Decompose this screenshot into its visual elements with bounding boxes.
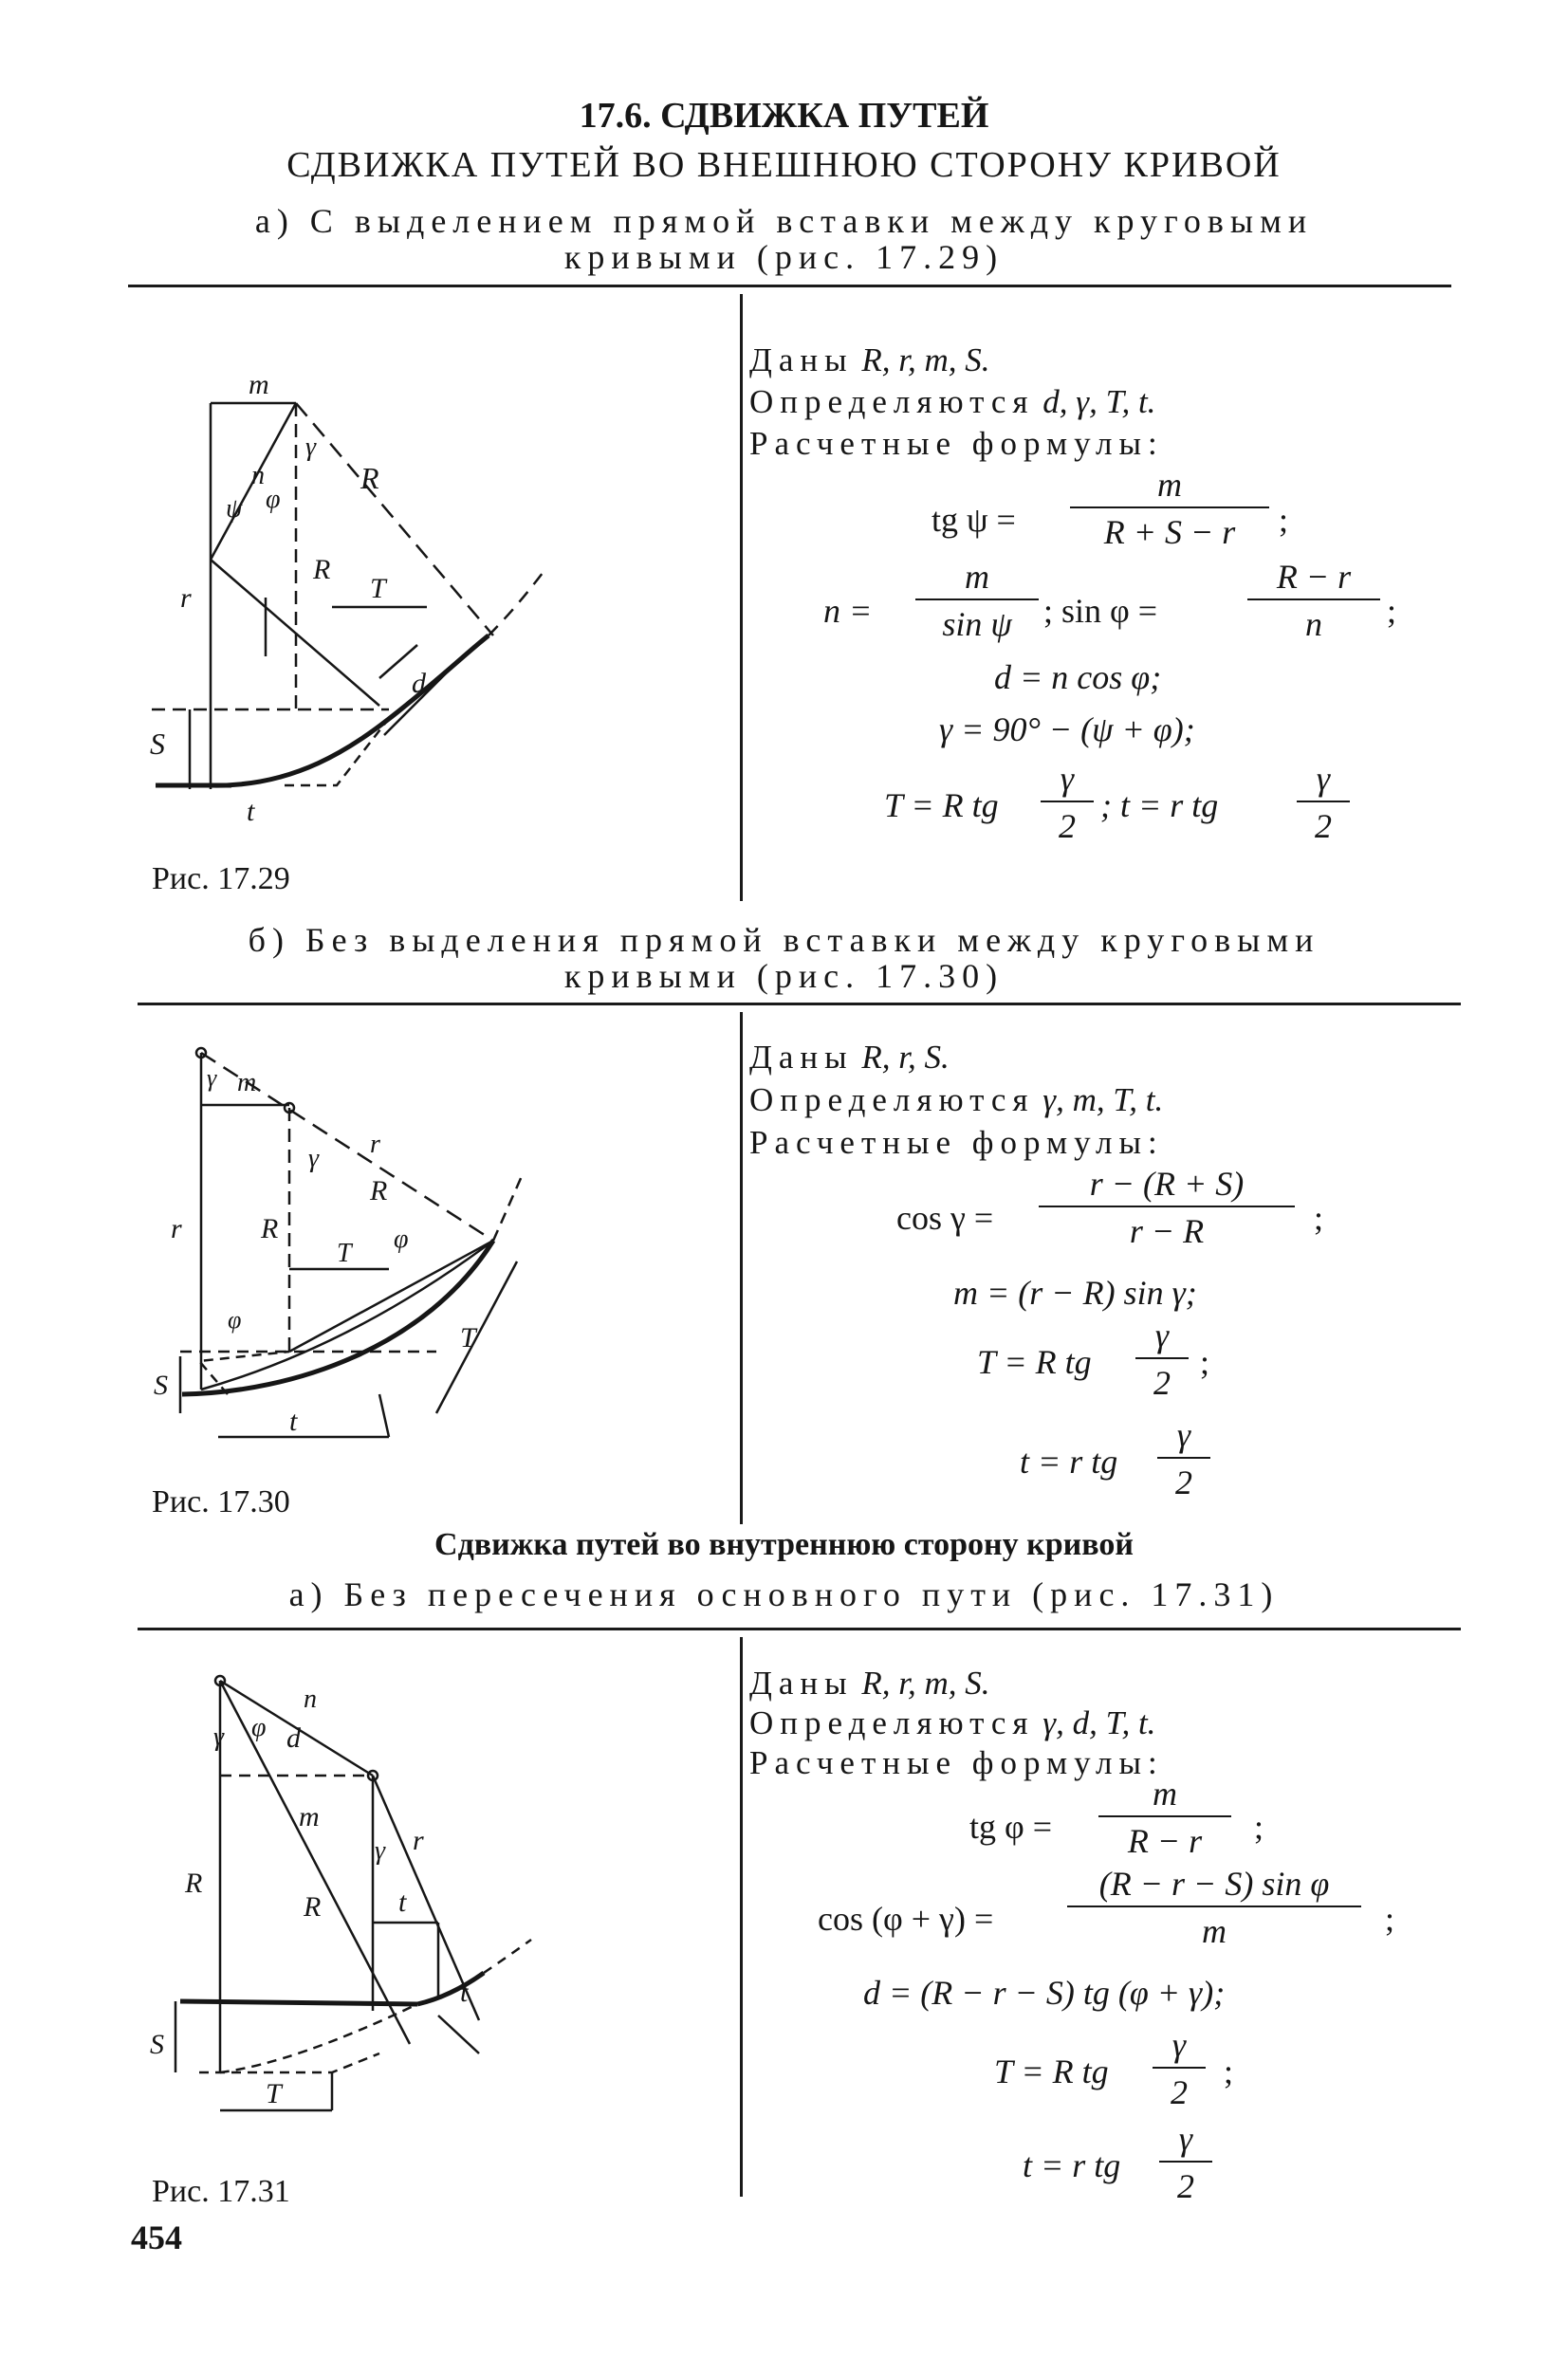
formula-t-fraction	[1157, 1415, 1210, 1502]
label-gamma-top: γ	[305, 433, 317, 462]
label-S: S	[150, 727, 165, 761]
figure-caption-17-31: Рис. 17.31	[152, 2174, 290, 2209]
formula-t-lhs: ; t = r tg	[1100, 786, 1219, 824]
formula-n-fraction	[915, 557, 1039, 644]
given-vars: R, r, m, S.	[861, 1665, 990, 1702]
label-R-vert: R	[313, 554, 331, 585]
figure-caption-17-29: Рис. 17.29	[152, 861, 290, 896]
formula-T-fraction	[1153, 2025, 1206, 2112]
find-label: Определяются	[749, 1704, 1035, 1741]
given-vars: R, r, m, S.	[861, 341, 990, 378]
label-T: T	[266, 2078, 282, 2109]
label-T: T	[370, 573, 386, 604]
fraction-denominator: 2	[1153, 2067, 1206, 2112]
find-vars: γ, m, T, t.	[1042, 1081, 1164, 1118]
block3-subtitle: Сдвижка путей во внутреннюю сторону кривой	[434, 1527, 1134, 1562]
label-r: r	[171, 1213, 182, 1244]
label-n: n	[251, 461, 265, 490]
formula-T-lhs: T = R tg	[994, 2053, 1109, 2090]
given-label: Даны	[749, 341, 854, 378]
label-R-diag: R	[370, 1175, 388, 1206]
semicolon: ;	[1385, 1900, 1395, 1938]
label-S: S	[154, 1370, 168, 1401]
divider	[138, 1003, 1461, 1005]
fraction-numerator: γ	[1154, 1316, 1170, 1354]
label-t: t	[247, 796, 255, 827]
semicolon: ;	[1200, 1343, 1210, 1381]
formula-tg-phi-lhs: tg φ =	[969, 1808, 1053, 1846]
label-m-top: m	[249, 369, 269, 400]
fraction-numerator: R − r	[1276, 558, 1352, 596]
semicolon: ;	[1279, 501, 1289, 539]
formulas-label: Расчетные формулы:	[749, 425, 1164, 462]
label-S: S	[150, 2029, 164, 2060]
formula-d: d = n cos φ;	[994, 658, 1162, 696]
label-phi-top: φ	[394, 1224, 409, 1254]
formula-m: m = (r − R) sin γ;	[953, 1274, 1197, 1312]
fraction-numerator: γ	[1178, 2120, 1193, 2158]
label-t-side: t	[460, 1977, 469, 2008]
find-vars: γ, d, T, t.	[1042, 1704, 1156, 1741]
formula-gamma: γ = 90° − (ψ + φ);	[939, 710, 1195, 748]
formula-T-fraction	[1135, 1316, 1189, 1403]
fraction-numerator: (R − r − S) sin φ	[1098, 1865, 1330, 1903]
column-divider	[740, 1012, 743, 1524]
section-title: 17.6. СДВИЖКА ПУТЕЙ	[579, 96, 989, 136]
page-number: 454	[131, 2219, 182, 2256]
fraction-denominator: m	[1067, 1906, 1361, 1951]
fraction-numerator: m	[965, 558, 989, 596]
label-r: r	[180, 582, 192, 614]
fraction-denominator: 2	[1157, 1457, 1210, 1502]
formulas-label: Расчетные формулы:	[749, 1744, 1164, 1781]
find-vars: d, γ, T, t.	[1042, 383, 1156, 420]
semicolon: ;	[1224, 2053, 1234, 2090]
formulas-label: Расчетные формулы:	[749, 1124, 1164, 1161]
formula-d: d = (R − r − S) tg (φ + γ);	[863, 1974, 1226, 2012]
fraction-denominator: 2	[1159, 2161, 1212, 2206]
formula-sin-phi-fraction	[1247, 557, 1380, 644]
formula-tg-psi-fraction	[1070, 465, 1269, 552]
block3-heading-line1: а) Без пересечения основного пути (рис. 17.31)	[288, 1575, 1280, 1613]
fraction-numerator: γ	[1171, 2026, 1187, 2064]
label-r-diag: r	[370, 1130, 380, 1159]
formula-n-lhs: n =	[823, 592, 873, 630]
fraction-numerator: m	[1153, 1775, 1177, 1813]
formula-tg-phi-fraction	[1098, 1774, 1231, 1861]
fraction-denominator: R + S − r	[1070, 506, 1269, 552]
label-gamma-small: γ	[207, 1064, 217, 1092]
label-m: m	[299, 1801, 320, 1832]
column-divider	[740, 1637, 743, 2197]
fraction-numerator: r − (R + S)	[1089, 1165, 1245, 1203]
label-gamma: γ	[308, 1144, 320, 1173]
label-T-side: T	[460, 1322, 476, 1353]
semicolon: ;	[1254, 1808, 1264, 1846]
formula-t-lhs: t = r tg	[1023, 2146, 1121, 2184]
fraction-numerator: γ	[1176, 1416, 1191, 1454]
block2-heading-line2: кривыми (рис. 17.30)	[563, 957, 1005, 995]
formula-T-lhs: T = R tg	[884, 786, 999, 824]
label-R-diag: R	[360, 461, 379, 495]
label-phi: φ	[251, 1713, 267, 1742]
formula-cos-phi-gamma-lhs: cos (φ + γ) =	[818, 1900, 994, 1938]
fraction-denominator: 2	[1297, 801, 1350, 846]
label-d: d	[286, 1722, 301, 1754]
formula-cos-phi-gamma-fraction	[1067, 1864, 1361, 1951]
fraction-numerator: m	[1157, 466, 1182, 504]
semicolon: ;	[1314, 1199, 1324, 1237]
label-n: n	[304, 1685, 317, 1714]
fraction-denominator: 2	[1041, 801, 1094, 846]
label-t-top: t	[398, 1887, 407, 1918]
given-label: Даны	[749, 1665, 854, 1702]
fraction-denominator: sin ψ	[915, 598, 1039, 644]
semicolon: ;	[1387, 592, 1397, 630]
label-R: R	[261, 1213, 279, 1244]
formula-t-fraction	[1297, 759, 1350, 846]
label-R-left: R	[185, 1868, 203, 1899]
formula-cos-gamma-fraction	[1039, 1164, 1295, 1251]
formula-tg-psi-lhs: tg ψ =	[932, 501, 1016, 539]
formula-sin-phi-lhs: ; sin φ =	[1043, 592, 1158, 630]
label-gamma-top: γ	[213, 1722, 225, 1752]
fraction-denominator: 2	[1135, 1357, 1189, 1403]
block2-heading-line1: б) Без выделения прямой вставки между круговыми	[248, 921, 1320, 959]
section-subtitle: СДВИЖКА ПУТЕЙ ВО ВНЕШНЮЮ СТОРОНУ КРИВОЙ	[286, 145, 1282, 185]
label-m: m	[237, 1068, 257, 1097]
label-d: d	[412, 668, 426, 699]
divider	[138, 1628, 1461, 1630]
label-gamma: γ	[375, 1836, 386, 1866]
figure-17-31	[142, 1655, 711, 2148]
find-label: Определяются	[749, 383, 1035, 420]
block1-heading-line1: а) С выделением прямой вставки между круговыми	[254, 202, 1314, 240]
block1-heading-line2: кривыми (рис. 17.29)	[563, 238, 1005, 276]
figure-caption-17-30: Рис. 17.30	[152, 1484, 290, 1519]
divider	[128, 285, 1451, 287]
fraction-numerator: γ	[1060, 760, 1075, 798]
formula-t-fraction	[1159, 2119, 1212, 2206]
label-phi-bottom: φ	[228, 1306, 242, 1334]
label-phi: φ	[266, 485, 281, 514]
fraction-denominator: n	[1247, 598, 1380, 644]
given-label: Даны	[749, 1039, 854, 1076]
label-R-diag: R	[304, 1891, 322, 1923]
formula-T-lhs: T = R tg	[977, 1343, 1092, 1381]
find-label: Определяются	[749, 1081, 1035, 1118]
label-r: r	[413, 1825, 424, 1856]
column-divider	[740, 294, 743, 901]
given-vars: R, r, S.	[861, 1039, 950, 1076]
formula-cos-gamma-lhs: cos γ =	[896, 1199, 994, 1237]
fraction-denominator: r − R	[1039, 1206, 1295, 1251]
fraction-denominator: R − r	[1098, 1815, 1231, 1861]
formula-T-fraction	[1041, 759, 1094, 846]
label-T-top: T	[337, 1239, 352, 1268]
figure-17-30	[142, 1034, 711, 1461]
figure-17-29	[142, 351, 711, 844]
formula-t-lhs: t = r tg	[1020, 1443, 1118, 1481]
fraction-numerator: γ	[1316, 760, 1331, 798]
label-t: t	[289, 1406, 298, 1437]
label-psi: ψ	[226, 494, 243, 524]
